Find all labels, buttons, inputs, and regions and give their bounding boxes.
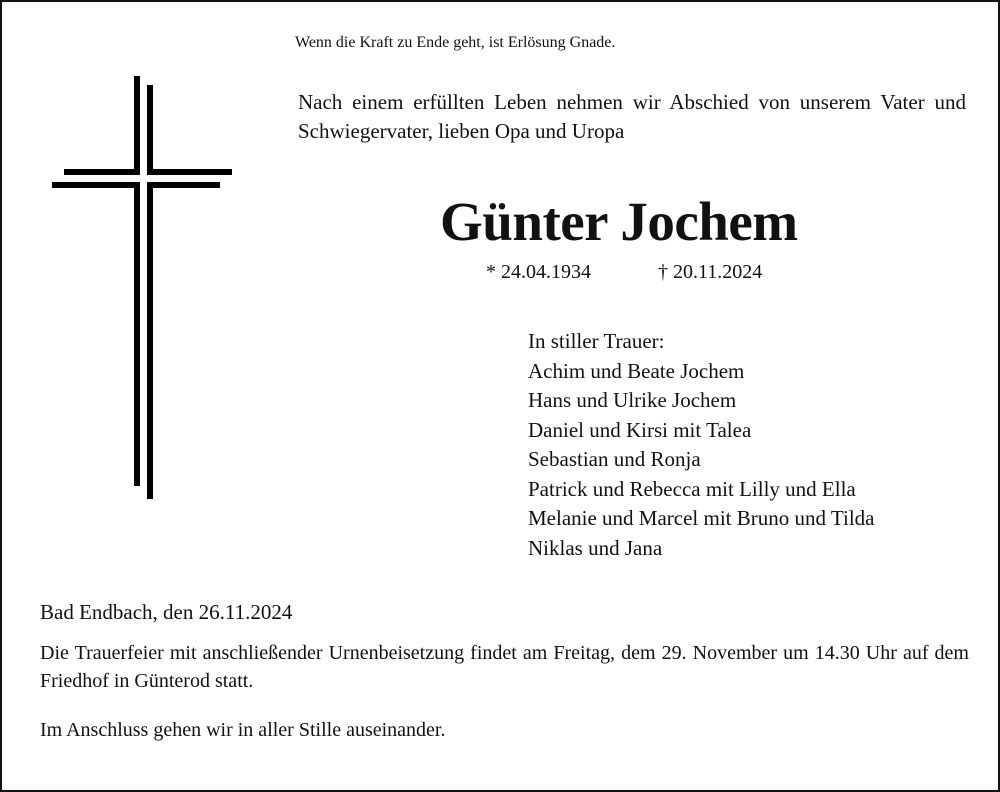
death-date: † 20.11.2024 <box>658 261 763 283</box>
place-date: Bad Endbach, den 26.11.2024 <box>40 600 293 624</box>
mourners-heading: In stiller Trauer: <box>528 329 665 353</box>
closing-text: Im Anschluss gehen wir in aller Stille auseinander. <box>40 719 446 741</box>
mourner: Hans und Ulrike Jochem <box>528 388 737 412</box>
mourner: Melanie und Marcel mit Bruno und Tilda <box>528 506 875 530</box>
mourner: Niklas und Jana <box>528 535 663 560</box>
mourner: Daniel und Kirsi mit Talea <box>528 417 752 442</box>
mourner: Sebastian und Ronja <box>528 447 701 471</box>
mourner: Achim und Beate Jochem <box>528 358 745 383</box>
intro-text: Nach einem erfüllten Leben nehmen wir Abschied von unserem Vater und Schwiegervater, lieben Opa und Uropa <box>298 90 966 143</box>
funeral-info: Die Trauerfeier mit anschließender Urnenbeisetzung findet am Freitag, dem 29. November um 14.30 Uhr auf dem Friedhof in Günterod statt. <box>40 642 969 692</box>
deceased-name: Günter Jochem <box>440 191 798 252</box>
motto: Wenn die Kraft zu Ende geht, ist Erlösung Gnade. <box>295 34 616 51</box>
birth-date: * 24.04.1934 <box>486 261 591 283</box>
mourners-list <box>528 327 874 563</box>
mourner: Patrick und Rebecca mit Lilly und Ella <box>528 476 856 501</box>
